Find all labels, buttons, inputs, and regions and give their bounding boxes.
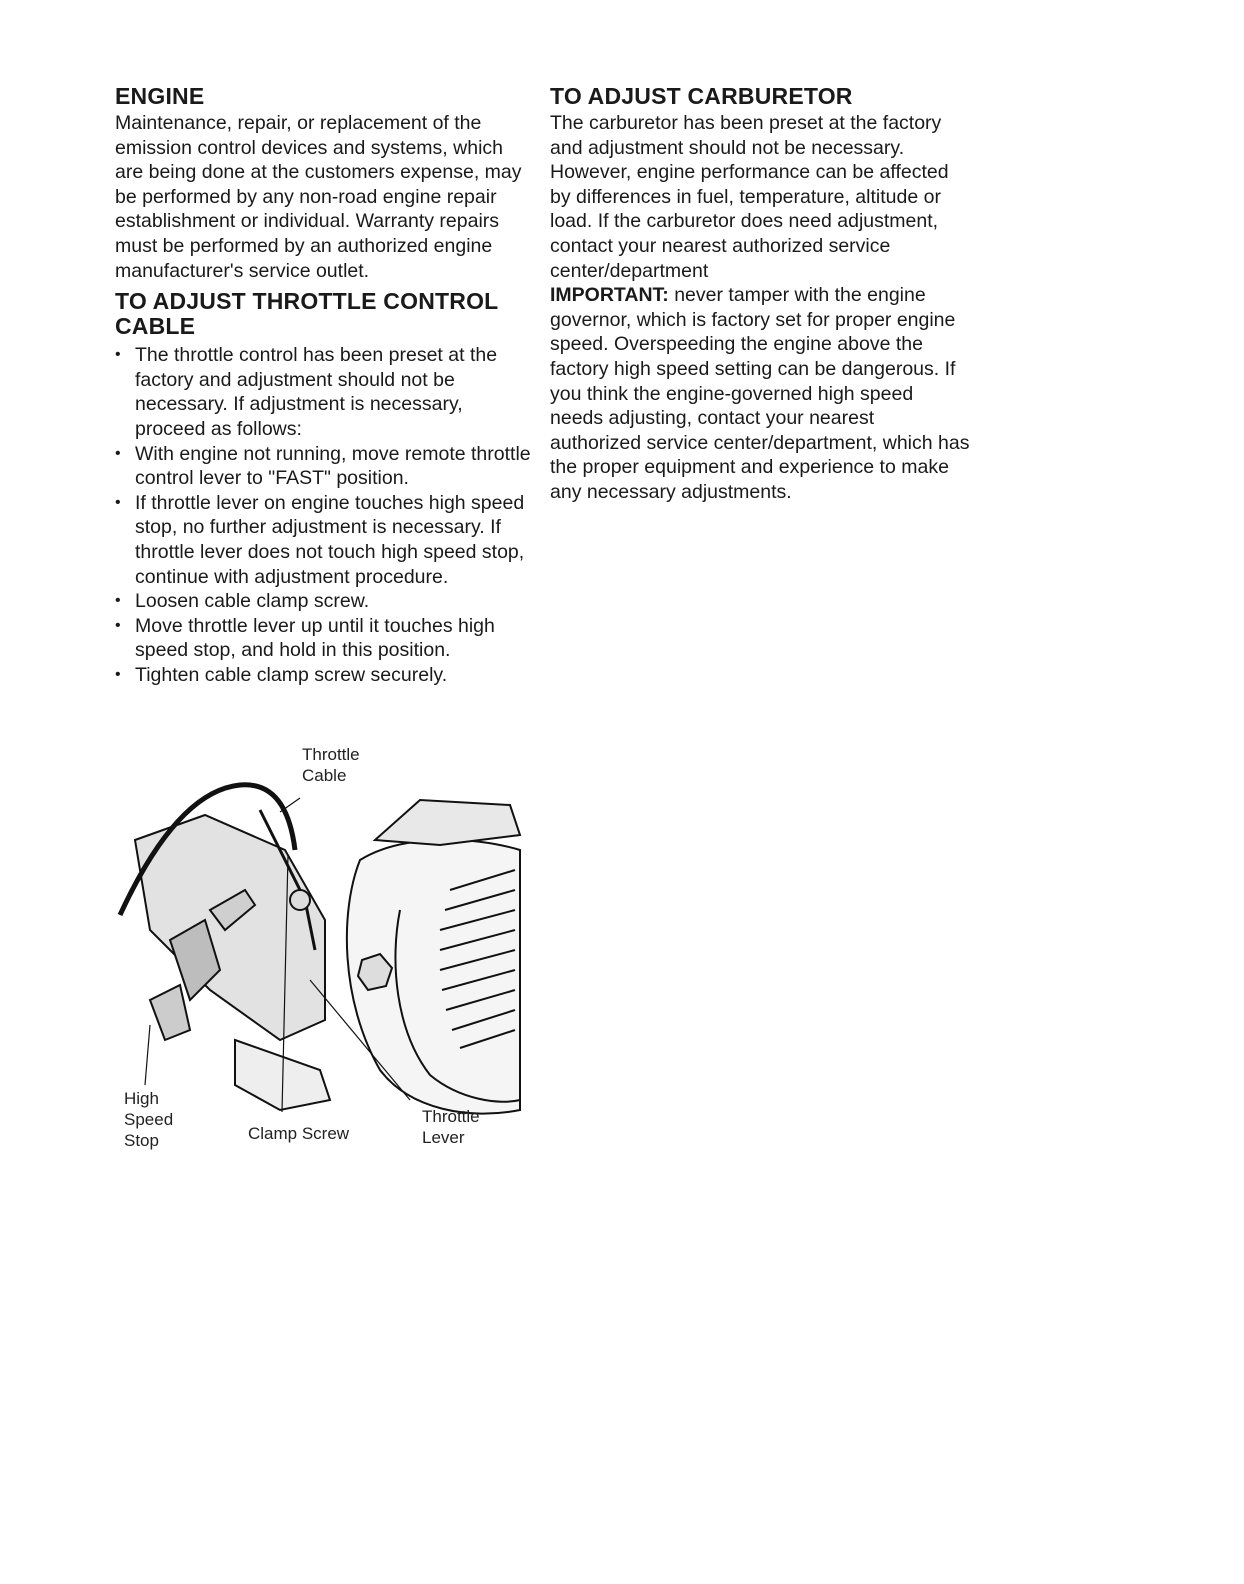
throttle-diagram bbox=[110, 740, 530, 1160]
list-item: • With engine not running, move remote throttle control lever to "FAST" position. bbox=[115, 442, 535, 491]
list-item: • Loosen cable clamp screw. bbox=[115, 589, 535, 614]
throttle-lever-label-line1: Throttle bbox=[422, 1107, 480, 1126]
clamp-screw-label: Clamp Screw bbox=[248, 1124, 350, 1143]
throttle-heading: TO ADJUST THROTTLE CONTROL CABLE bbox=[115, 288, 498, 340]
engine-heading: ENGINE bbox=[115, 83, 205, 109]
carburetor-heading: TO ADJUST CARBURETOR bbox=[550, 83, 853, 109]
high-speed-stop-label-line2: Speed bbox=[124, 1110, 174, 1129]
throttle-lever-label bbox=[422, 1106, 480, 1148]
throttle-cable-label bbox=[302, 744, 360, 786]
important-text: never tamper with the engine governor, which is factory set for proper engine speed. Overspeeding the engine above the factory high speed setting can be dangerous. If you think the engine-governed high speed needs adjusting, contact your nearest authorized service center/department, which has the proper equipment and experience to make any necessary adjustments. bbox=[550, 284, 970, 503]
high-speed-stop-label-line1: High bbox=[124, 1089, 159, 1108]
throttle-cable-label-line1: Throttle bbox=[302, 745, 360, 764]
carburetor-text: The carburetor has been preset at the factory and adjustment should not be necessary. However, engine performance can be affected by differences in fuel, temperature, altitude or load. If the carburetor does need adjustment, contact your nearest authorized service center/department bbox=[550, 112, 949, 282]
throttle-steps bbox=[115, 343, 535, 687]
left-column bbox=[115, 84, 535, 687]
list-item: • Tighten cable clamp screw securely. bbox=[115, 663, 535, 688]
engine-paragraph: Maintenance, repair, or replacement of the emission control devices and systems, which are being done at the customers expense, may be performed by any non-road engine repair establishment or individual. Warranty repairs must be performed by an authorized engine manufacturer's service outlet. bbox=[115, 112, 522, 282]
list-item: • If throttle lever on engine touches high speed stop, no further adjustment is necessary. If throttle lever does not touch high speed stop, continue with adjustment procedure. bbox=[115, 491, 535, 589]
important-label: IMPORTANT: bbox=[550, 284, 669, 307]
high-speed-stop-label bbox=[124, 1088, 173, 1151]
list-item: • Move throttle lever up until it touches high speed stop, and hold in this position. bbox=[115, 614, 535, 663]
right-column bbox=[550, 84, 970, 505]
throttle-cable-label-line2: Cable bbox=[302, 766, 347, 785]
throttle-lever-label-line2: Lever bbox=[422, 1128, 465, 1147]
carburetor-paragraph bbox=[550, 111, 970, 505]
list-item: • The throttle control has been preset at the factory and adjustment should not be necessary. If adjustment is necessary, proceed as follows: bbox=[115, 343, 535, 441]
high-speed-stop-label-line3: Stop bbox=[124, 1131, 159, 1150]
